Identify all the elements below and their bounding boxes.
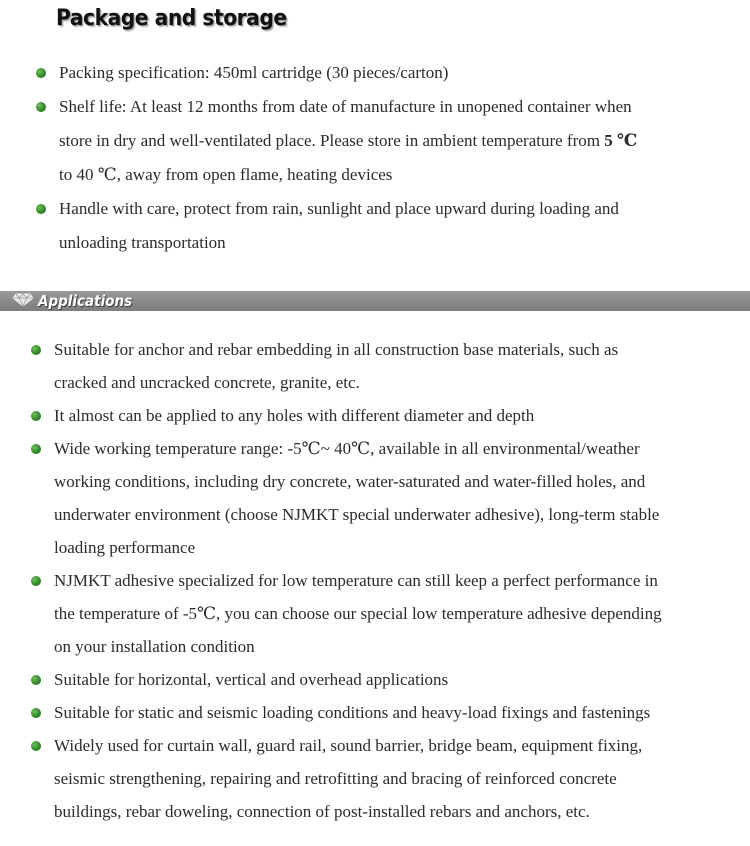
list-item [36,192,726,260]
item-text: store in dry and well-ventilated place. Please store in ambient temperature from [59,131,605,150]
item-text: Suitable for horizontal, vertical and overhead applications [54,670,449,689]
bullet-icon [31,345,41,355]
applications-banner [0,291,750,311]
applications-list [31,333,731,828]
package-list [36,56,726,260]
list-item [31,432,731,564]
item-text: to 40 ℃, away from open flame, heating devices [59,165,393,184]
list-item [36,56,726,90]
bullet-icon [31,444,41,454]
bullet-icon [31,675,41,685]
diamond-icon [12,293,34,312]
bullet-icon [36,68,46,78]
item-text: It almost can be applied to any holes with different diameter and depth [54,406,535,425]
bullet-icon [31,576,41,586]
temperature-min: 5 ℃ [604,131,638,150]
bullet-icon [31,741,41,751]
list-item [31,399,731,432]
item-text: Suitable for static and seismic loading conditions and heavy-load fixings and fastenings [54,703,651,722]
item-text: Packing specification: 450ml cartridge (30 pieces/carton) [59,63,449,82]
item-text: working conditions, including dry concrete, water-saturated and water-filled holes, and [54,472,646,491]
item-text: Suitable for anchor and rebar embedding in all construction base materials, such as [54,340,619,359]
item-text: on your installation condition [54,637,255,656]
item-text: Handle with care, protect from rain, sunlight and place upward during loading and [59,199,619,218]
list-item [36,90,726,192]
list-item [31,333,731,399]
applications-title: Applications [38,292,133,310]
item-text: the temperature of -5℃, you can choose our special low temperature adhesive depending [54,604,662,623]
item-text: seismic strengthening, repairing and retrofitting and bracing of reinforced concrete [54,769,617,788]
list-item [31,564,731,663]
item-text: cracked and uncracked concrete, granite, etc. [54,373,360,392]
list-item [31,696,731,729]
item-text: loading performance [54,538,196,557]
list-item [31,729,731,828]
package-heading: Package and storage [56,6,287,31]
list-item [31,663,731,696]
item-text: Shelf life: At least 12 months from date of manufacture in unopened container when [59,97,632,116]
item-text: unloading transportation [59,233,226,252]
bullet-icon [36,102,46,112]
item-text: Widely used for curtain wall, guard rail, sound barrier, bridge beam, equipment fixing, [54,736,643,755]
item-text: NJMKT adhesive specialized for low temperature can still keep a perfect performance in [54,571,658,590]
bullet-icon [36,204,46,214]
item-text: underwater environment (choose NJMKT special underwater adhesive), long-term stable [54,505,660,524]
bullet-icon [31,708,41,718]
item-text: buildings, rebar doweling, connection of post-installed rebars and anchors, etc. [54,802,590,821]
item-text: Wide working temperature range: -5℃~ 40℃, available in all environmental/weather [54,439,640,458]
bullet-icon [31,411,41,421]
